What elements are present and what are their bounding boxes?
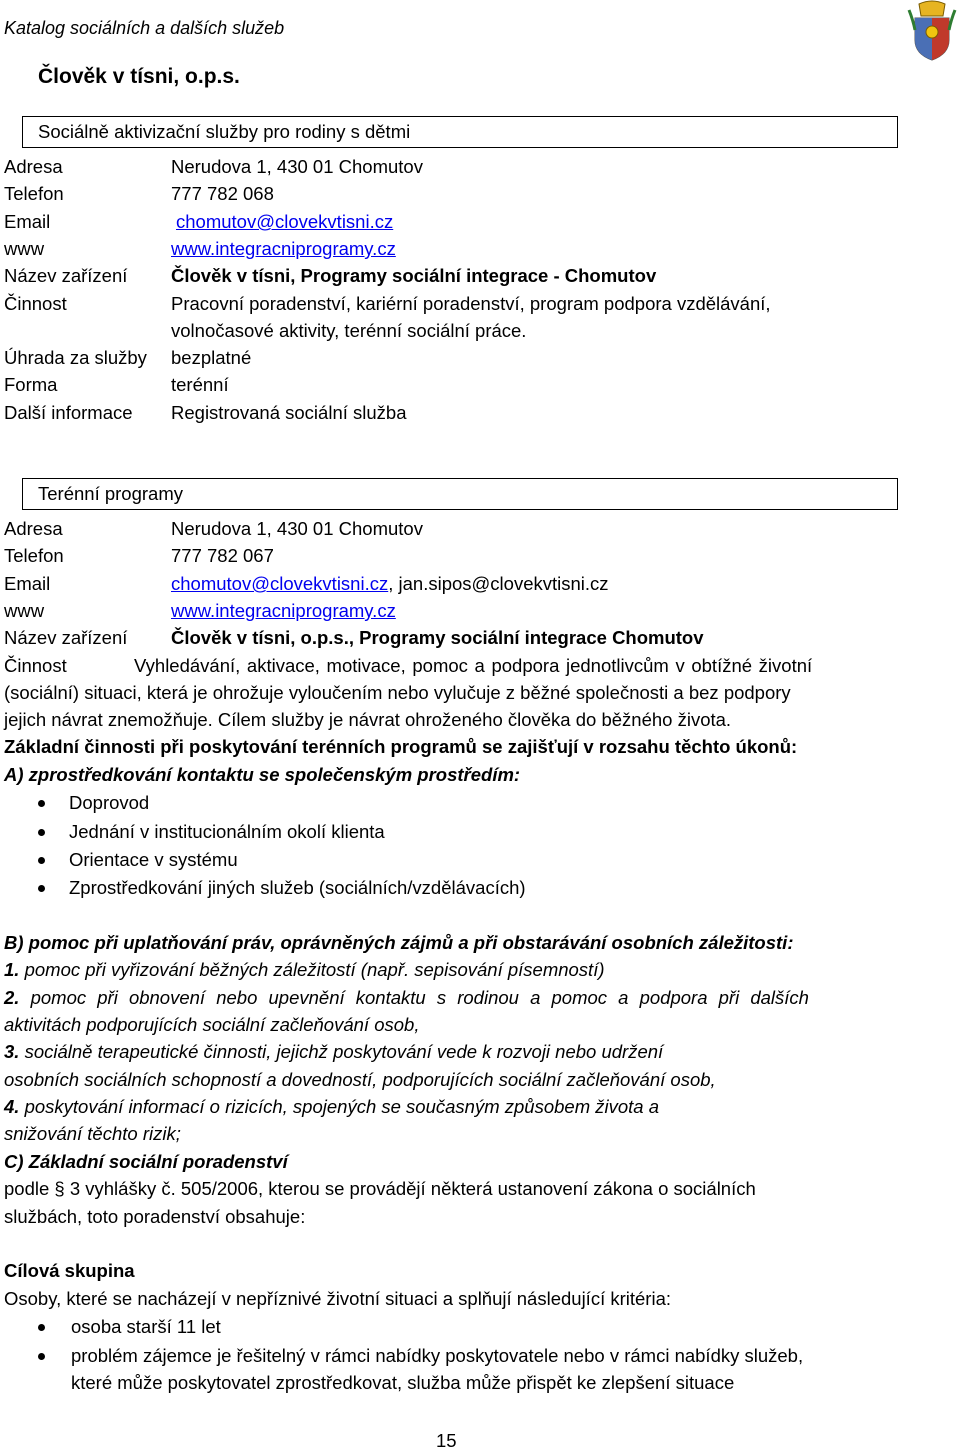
list-item: Doprovod [69,792,150,813]
item-number: 1. [4,959,20,980]
facility-name: Člověk v tísni, Programy sociální integrace - Chomutov [171,265,657,286]
form-value: terénní [171,374,229,395]
label-telefon: Telefon [4,183,64,204]
page-number: 15 [436,1430,457,1451]
phone-value: 777 782 068 [171,183,274,204]
activity-line-2: (sociální) situaci, která je ohrožuje vyloučením nebo vylučuje z běžné společnosti a bez podpory [4,682,791,703]
label-www: www [4,600,45,621]
city-coat-of-arms-icon [907,0,957,62]
target-group-heading: Cílová skupina [4,1260,135,1281]
section-heading-box [22,116,898,148]
section-a-heading: A) zprostředkování kontaktu se společenským prostředím: [4,764,521,785]
b-item-3 [4,1041,663,1063]
list-item: Orientace v systému [69,849,238,870]
list-item-cont: které může poskytovatel zprostředkovat, služba může přispět ke zlepšení situace [71,1372,735,1393]
email-separator: , [388,573,399,594]
item-number: 4. [4,1096,20,1117]
section-c-heading: C) Základní sociální poradenství [4,1151,288,1172]
label-nazev: Název zařízení [4,627,128,648]
bullet-icon [38,857,45,864]
label-dalsi: Další informace [4,402,133,423]
b-item-2 [4,987,888,1009]
bullet-icon [38,800,45,807]
b-item-3-cont: osobních sociálních schopností a dovedností, podporujících sociální začleňování osob, [4,1069,716,1090]
website-link[interactable]: www.integracniprogramy.cz [171,600,396,621]
activity-line-3: jejich návrat znemožňuje. Cílem služby je návrat ohroženého člověka do běžného života. [4,709,732,730]
address-value: Nerudova 1, 430 01 Chomutov [171,518,423,539]
label-cinnost: Činnost [4,293,67,314]
activity-line-1: Vyhledávání, aktivace, motivace, pomoc a podpora jednotlivcům v obtížné životní [134,655,813,676]
label-email: Email [4,211,51,232]
item-text: sociálně terapeutické činnosti, jejichž poskytování vede k rozvoji nebo udržení [24,1041,664,1062]
label-adresa: Adresa [4,156,63,177]
section-title: Sociálně aktivizační služby pro rodiny s dětmi [38,121,411,142]
list-item: problém zájemce je řešitelný v rámci nabídky poskytovatele nebo v rámci nabídky služeb, [71,1345,804,1366]
b-item-2-cont: aktivitách podporujících sociální začleňování osob, [4,1014,420,1035]
label-www: www [4,238,45,259]
item-number: 2. [4,987,20,1008]
c-text-line-2: službách, toto poradenství obsahuje: [4,1206,306,1227]
section-title: Terénní programy [38,483,183,504]
item-number: 3. [4,1041,20,1062]
label-nazev: Název zařízení [4,265,128,286]
label-telefon: Telefon [4,545,64,566]
label-adresa: Adresa [4,518,63,539]
facility-name: Člověk v tísni, o.p.s., Programy sociální integrace Chomutov [171,627,704,648]
email-link[interactable]: chomutov@clovekvtisni.cz [176,211,394,232]
list-item: osoba starší 11 let [71,1316,221,1337]
bullet-icon [38,1353,45,1360]
payment-value: bezplatné [171,347,252,368]
item-text: pomoc při vyřizování běžných záležitostí (např. sepisování písemností) [24,959,605,980]
item-text: pomoc při obnovení nebo upevnění kontaktu s rodinou a pomoc a podpora při dalších [30,987,809,1008]
catalog-header: Katalog sociálních a dalších služeb [4,18,285,38]
section-b-heading: B) pomoc při uplatňování práv, oprávněných zájmů a při obstarávání osobních záležitosti: [4,932,794,953]
bullet-icon [38,1324,45,1331]
label-forma: Forma [4,374,58,395]
additional-info: Registrovaná sociální služba [171,402,407,423]
phone-value: 777 782 067 [171,545,274,566]
organization-title: Člověk v tísni, o.p.s. [38,65,240,88]
email-link[interactable]: chomutov@clovekvtisni.cz [171,573,389,594]
b-item-4-cont: snižování těchto rizik; [4,1123,181,1144]
label-uhrada: Úhrada za služby [4,347,147,368]
item-text: poskytování informací o rizicích, spojených se současným způsobem života a [24,1096,660,1117]
bullet-icon [38,885,45,892]
website-link[interactable]: www.integracniprogramy.cz [171,238,396,259]
label-cinnost: Činnost [4,655,67,676]
target-group-text: Osoby, které se nacházejí v nepříznivé životní situaci a splňují následující kritéria: [4,1288,672,1309]
b-item-1 [4,959,605,981]
address-value: Nerudova 1, 430 01 Chomutov [171,156,423,177]
activity-line-2: volnočasové aktivity, terénní sociální práce. [171,320,527,341]
list-item: Jednání v institucionálním okolí klienta [69,821,385,842]
label-email: Email [4,573,51,594]
email-line [171,573,609,595]
bullet-icon [38,829,45,836]
b-item-4 [4,1096,659,1118]
core-activities-heading: Základní činnosti při poskytování terénních programů se zajišťují v rozsahu těchto úkonů: [4,736,798,757]
email-text-2: jan.sipos@clovekvtisni.cz [398,573,609,594]
c-text-line-1: podle § 3 vyhlášky č. 505/2006, kterou se provádějí některá ustanovení zákona o sociálních [4,1178,756,1199]
section-heading-box [22,478,898,510]
list-item: Zprostředkování jiných služeb (sociálních/vzdělávacích) [69,877,526,898]
activity-line-1: Pracovní poradenství, kariérní poradenství, program podpora vzdělávání, [171,293,771,314]
